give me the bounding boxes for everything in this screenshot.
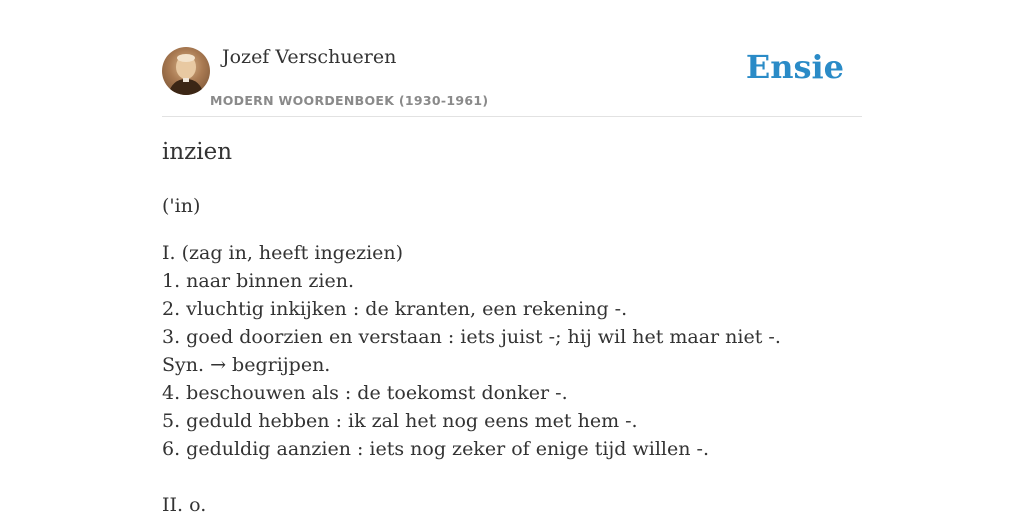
- definition-3-text: 3. goed doorzien en verstaan : iets juist -; hij wil het maar niet -. Syn.: [162, 326, 781, 376]
- synonym-link[interactable]: begrijpen.: [232, 354, 331, 376]
- definition-6: 6. geduldig aanzien : iets nog zeker of enige tijd willen -.: [162, 438, 709, 460]
- section-gap: [162, 463, 802, 491]
- avatar: [162, 47, 210, 95]
- definition-4: 4. beschouwen als : de toekomst donker -.: [162, 382, 568, 404]
- section-heading-1: I. (zag in, heeft ingezien): [162, 242, 404, 264]
- brand-logo[interactable]: Ensie: [745, 48, 844, 86]
- definition-2: 2. vluchtig inkijken : de kranten, een rekening -.: [162, 298, 628, 320]
- definition-3: [162, 323, 802, 379]
- section-heading-2: II. o.: [162, 494, 207, 512]
- portrait-image: [162, 47, 210, 95]
- entry-body: [162, 239, 802, 512]
- pronunciation: ('in): [162, 195, 201, 217]
- definition-5: 5. geduld hebben : ik zal het nog eens met hem -.: [162, 410, 638, 432]
- author-name[interactable]: Jozef Verschueren: [222, 46, 397, 68]
- definition-1: 1. naar binnen zien.: [162, 270, 355, 292]
- source-label[interactable]: MODERN WOORDENBOEK (1930-1961): [210, 93, 489, 108]
- synonym-arrow-icon[interactable]: →: [210, 354, 226, 376]
- header: [162, 44, 862, 117]
- entry-title: inzien: [162, 139, 233, 165]
